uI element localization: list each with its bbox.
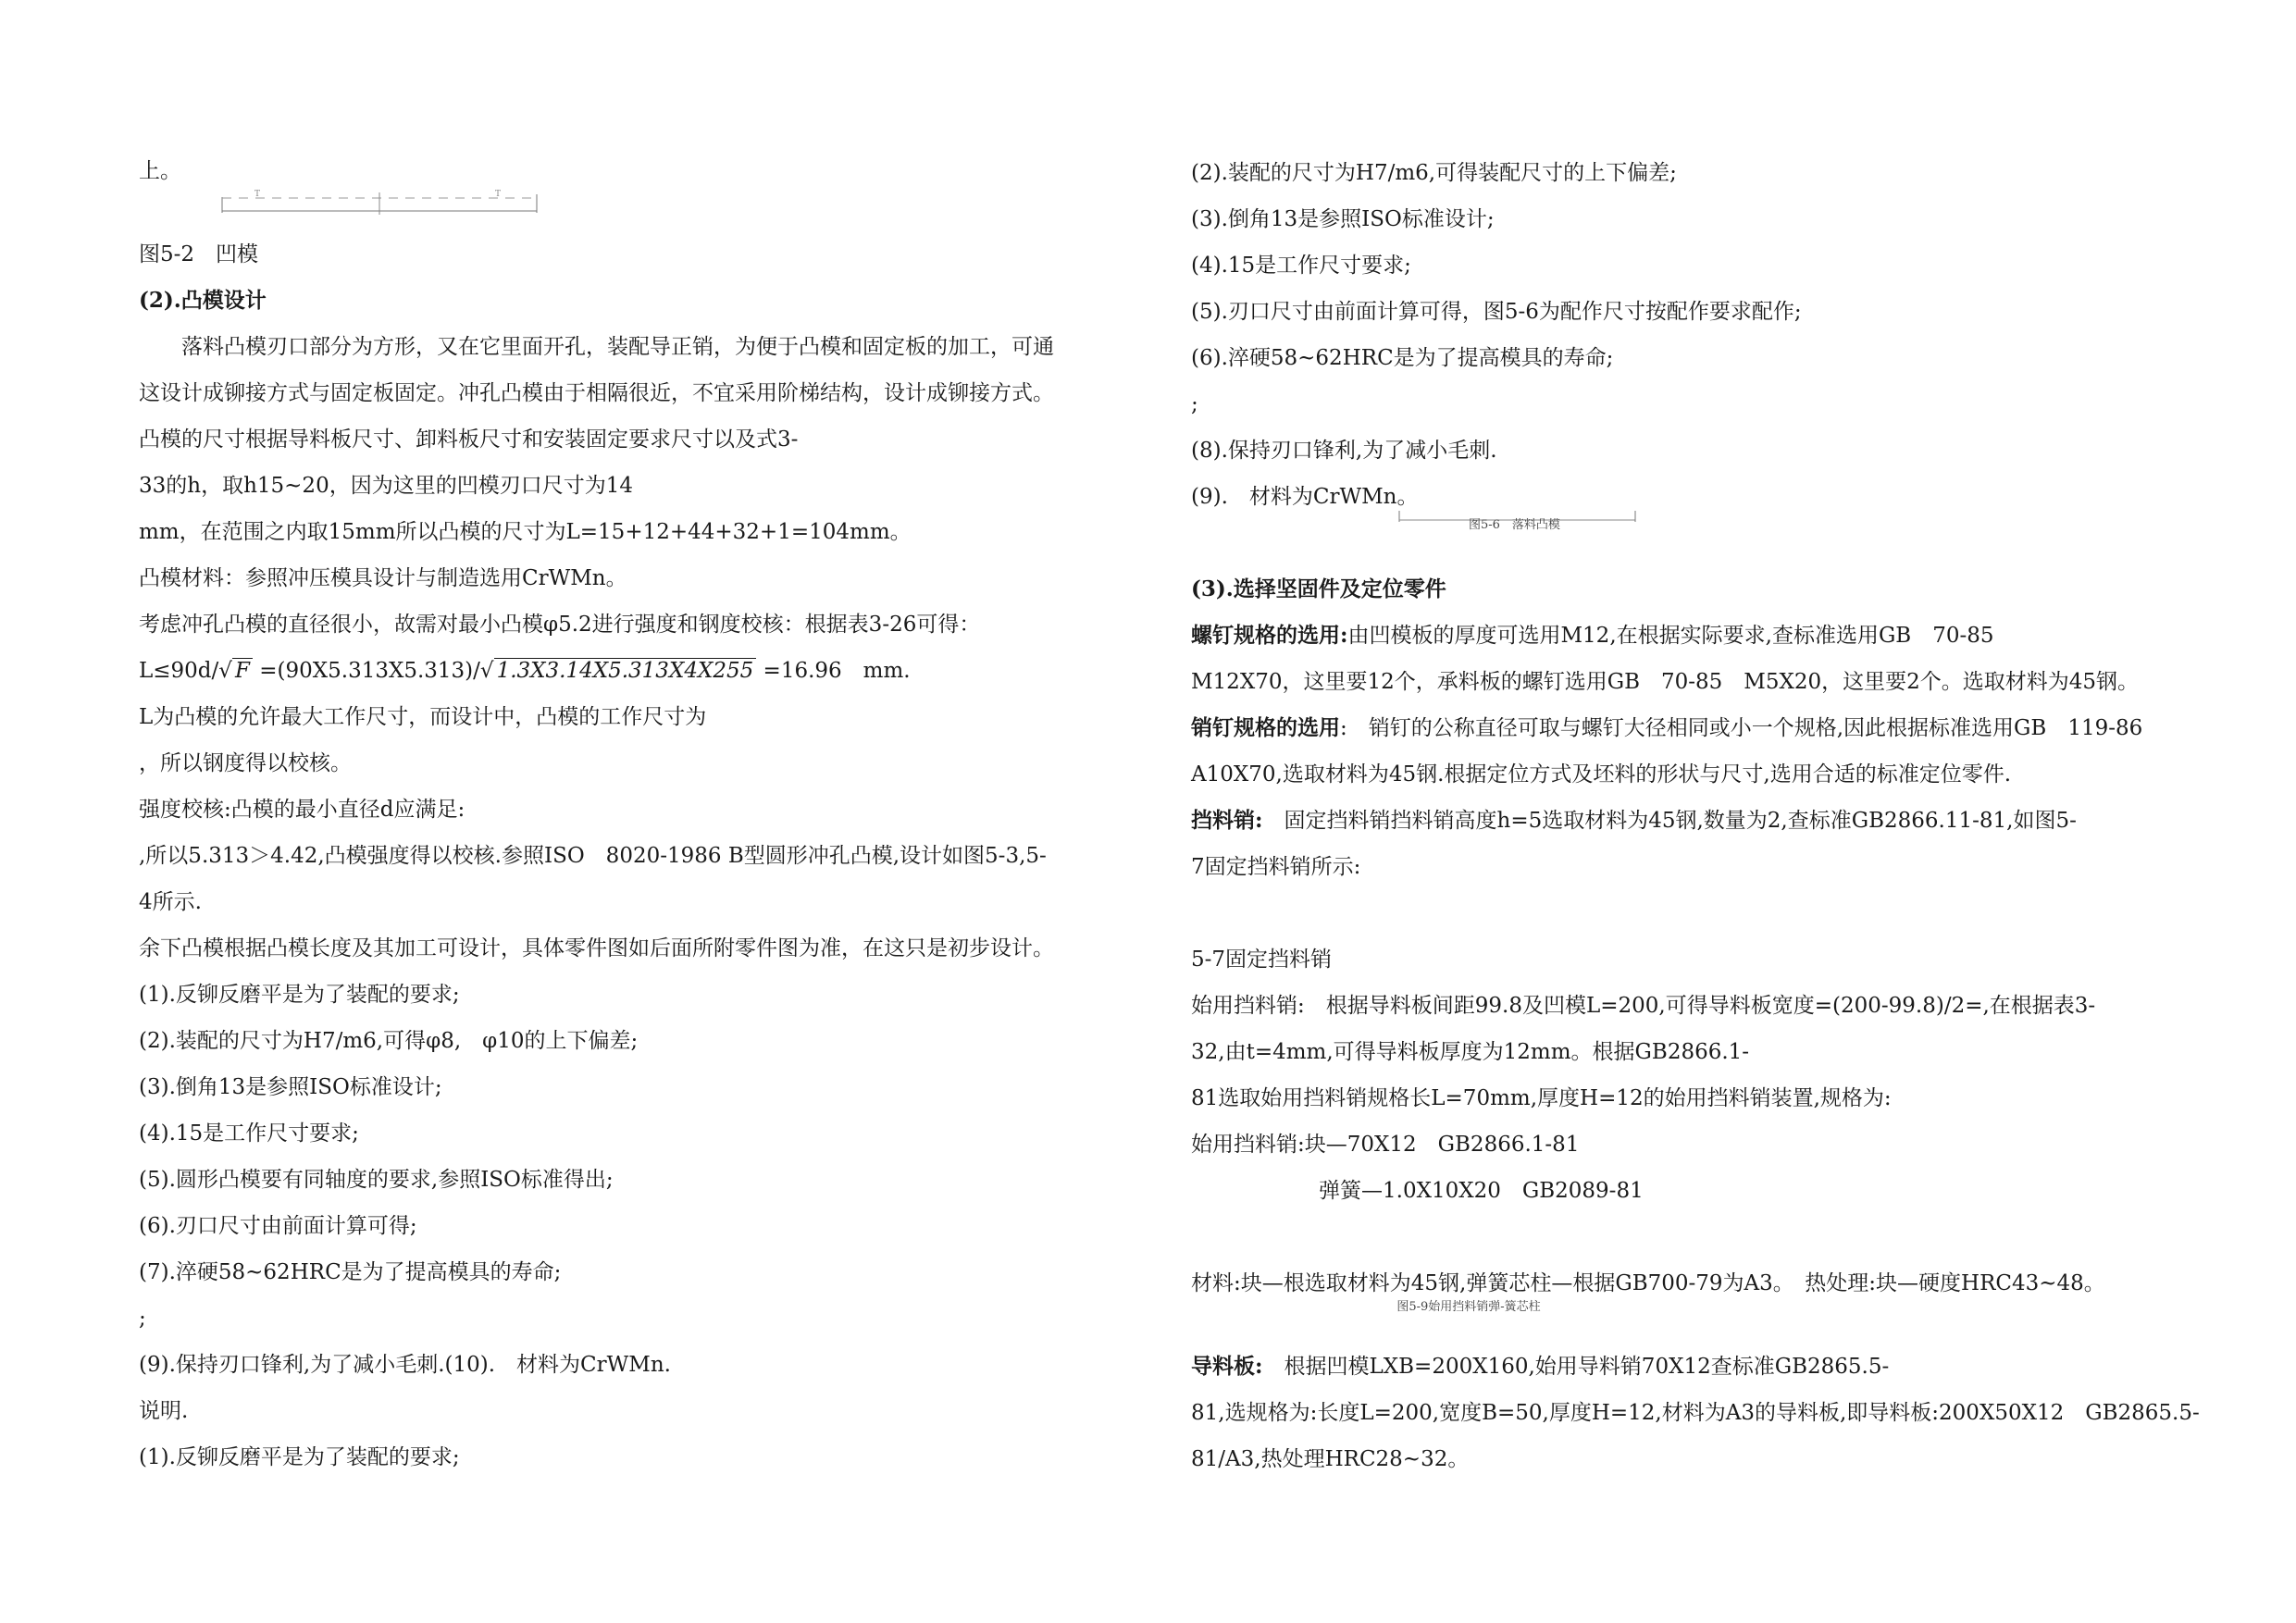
text-line: 始用挡料销:块—70X12 GB2866.1-81 [1191,1133,1580,1157]
formula-part: =(90X5.313X5.313)/ [259,659,480,683]
figure-caption: 5-7固定挡料销 [1191,948,1333,972]
list-item: (6).刃口尺寸由前面计算可得; [139,1214,417,1238]
text-line: 4所示. [139,890,202,914]
text-line: 81/A3,热处理HRC28~32。 [1191,1447,1470,1471]
text-line [1191,1344,2209,1390]
list-item: (1).反铆反磨平是为了装配的要求; [139,983,460,1007]
text-line: A10X70,选取材料为45钢.根据定位方式及坯料的形状与尺寸,选用合适的标准定位零件. [1191,762,2012,787]
text-line: 始用挡料销: 根据导料板间距99.8及凹模L=200,可得导料板宽度=(200-99.8)/2=,在根据表3- [1191,994,2096,1018]
list-item: (9).保持刃口锋利,为了减小毛刺.(10). 材料为CrWMn. [139,1353,671,1377]
list-item: ; [1191,392,1198,416]
text-line: 弹簧—1.0X10X20 GB2089-81 [1319,1179,1644,1203]
text-line: 考虑冲孔凸模的直径很小，故需对最小凸模φ5.2进行强度和钢度校核：根据表3-26可得： [139,613,981,637]
term-text: 根据凹模LXB=200X160,始用导料销70X12查标准GB2865.5- [1262,1355,1890,1379]
text-line: 凸模的尺寸根据导料板尺寸、卸料板尺寸和安装固定要求尺寸以及式3- [139,427,799,452]
text-line: 32,由t=4mm,可得导料板厚度为12mm。根据GB2866.1- [1191,1040,1750,1064]
text-line: 上。 [139,159,181,183]
list-item: (3).倒角13是参照ISO标准设计; [1191,207,1495,231]
text-line: 7固定挡料销所示: [1191,855,1361,879]
svg-text:T: T [495,190,502,199]
text-line: 凸模材料：参照冲压模具设计与制造选用CrWMn。 [139,566,627,590]
list-item: (6).淬硬58~62HRC是为了提高模具的寿命; [1191,346,1614,370]
list-item: (1).反铆反磨平是为了装配的要求; [139,1445,460,1469]
text-line [1191,613,2209,659]
formula-part: L≤90d/ [139,659,219,683]
list-item: (9). 材料为CrWMn。 [1191,485,1419,509]
left-column [139,148,1120,1481]
list-item: (7).淬硬58~62HRC是为了提高模具的寿命; [139,1260,562,1284]
text-line: ,所以5.313＞4.42,凸模强度得以校核.参照ISO 8020-1986 B型圆形冲孔凸模,设计如图5-3,5- [139,844,1047,868]
text-line: 说明. [139,1399,189,1423]
list-item: (4).15是工作尺寸要求; [139,1121,359,1146]
formula-line [139,648,1120,694]
figure-5-6-drawing [1191,520,2209,546]
figure-caption: 图5-6 落料凸模 [1469,518,1560,532]
text-line: 81选取始用挡料销规格长L=70mm,厚度H=12的始用挡料销装置,规格为: [1191,1086,1892,1110]
list-item: (5).圆形凸模要有同轴度的要求,参照ISO标准得出; [139,1168,614,1192]
formula-part: =16.96 mm. [763,659,911,683]
term-label: 螺钉规格的选用: [1191,623,1348,648]
text-line: 余下凸模根据凸模长度及其加工可设计，具体零件图如后面所附零件图为准，在这只是初步设计。 [139,936,1054,960]
list-item: ; [139,1307,146,1331]
term-label: 销钉规格的选用 [1191,715,1340,740]
text-line: L为凸模的允许最大工作尺寸，而设计中，凸模的工作尺寸为 [139,705,707,729]
list-item: (5).刃口尺寸由前面计算可得，图5-6为配作尺寸按配作要求配作; [1191,300,1802,324]
text-line: 材料:块—根选取材料为45钢,弹簧芯柱—根据GB700-79为A3。 热处理:块—硬度HRC43~48。 [1191,1271,2105,1295]
text-line: 33的h，取h15~20，因为这里的凹模刃口尺寸为14 [139,474,633,498]
figure-caption: 图5-9始用挡料销弹-簧芯柱 [1396,1300,1541,1314]
text-line: M12X70，这里要12个，承料板的螺钉选用GB 70-85 M5X20，这里要2个。选取材料为45钢。 [1191,670,2140,694]
svg-text:T: T [254,190,261,199]
term-label: 导料板: [1191,1354,1263,1379]
sqrt-sign: √ [218,659,232,683]
text-line: 81,选规格为:长度L=200,宽度B=50,厚度H=12,材料为A3的导料板,即导料板:200X50X12 GB2865.5- [1191,1401,2200,1425]
formula-radicand: 1.3X3.14X5.313X4X255 [494,658,757,683]
text-line: ，所以钢度得以校核。 [139,751,352,775]
figure-caption: 图5-2 凹模 [139,242,259,266]
text-line: 强度校核:凸模的最小直径d应满足: [139,798,465,822]
list-item: (2).装配的尺寸为H7/m6,可得装配尺寸的上下偏差; [1191,161,1677,185]
term-label: 挡料销: [1191,808,1263,833]
formula-radicand: F [232,658,253,683]
term-text: : 销钉的公称直径可取与螺钉大径相同或小一个规格,因此根据标准选用GB 119-86 [1340,716,2143,740]
section-heading: (2).凸模设计 [139,288,267,313]
sqrt-sign: √ [479,659,494,683]
list-item: (8).保持刃口锋利,为了减小毛刺. [1191,439,1497,463]
right-column [1191,150,2209,1482]
list-item: (2).装配的尺寸为H7/m6,可得φ8, φ10的上下偏差; [139,1029,639,1053]
term-text: 由凹模板的厚度可选用M12,在根据实际要求,查标准选用GB 70-85 [1347,624,1994,648]
text-line: 落料凸模刃口部分为方形，又在它里面开孔，装配导正销，为便于凸模和固定板的加工，可通 [181,335,1054,359]
list-item: (4).15是工作尺寸要求; [1191,254,1411,278]
text-line [1191,798,2209,844]
term-text: 固定挡料销挡料销高度h=5选取材料为45钢,数量为2,查标准GB2866.11-81,如图5- [1262,809,2077,833]
list-item: (3).倒角13是参照ISO标准设计; [139,1075,442,1099]
figure-5-2-drawing [139,190,1120,231]
text-line [1191,705,2209,751]
section-heading: (3).选择坚固件及定位零件 [1191,576,1446,601]
text-line: mm，在范围之内取15mm所以凸模的尺寸为L=15+12+44+32+1=104mm。 [139,520,912,544]
text-line: 这设计成铆接方式与固定板固定。冲孔凸模由于相隔很近，不宜采用阶梯结构，设计成铆接方式。 [139,381,1054,405]
